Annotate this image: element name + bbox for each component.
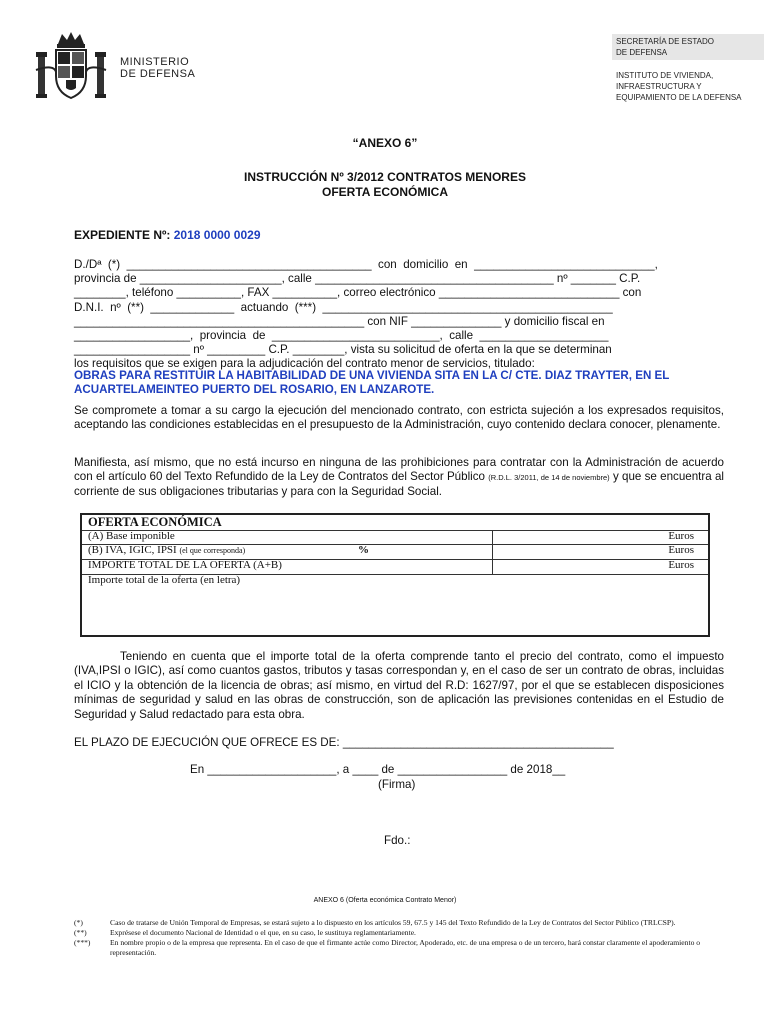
offer-table xyxy=(80,513,710,637)
fdo-label: Fdo.: xyxy=(384,834,411,847)
row-total-currency: Euros xyxy=(668,559,694,571)
instruction-line: INSTRUCCIÓN Nº 3/2012 CONTRATOS MENORES xyxy=(244,170,526,184)
offer-title-line: OFERTA ECONÓMICA xyxy=(322,185,448,199)
manifiesta-text-b: y que se encuentra al corriente de sus obligaciones tributarias y para con la Seguridad Social. xyxy=(74,470,724,499)
place-date-line: En ____________________, a ____ de _________________ de 2018__ xyxy=(190,763,566,776)
row-importe-letra xyxy=(82,574,708,635)
manifiesta-text-a: Manifiesta, así mismo, que no está incurso en ninguna de las prohibiciones para contratar con la Administración de acuerdo con el artículo 60 del Texto Refundido de la Ley de Contratos del Sector Público xyxy=(74,456,724,484)
expediente-label: EXPEDIENTE Nº: xyxy=(74,228,174,242)
annex-title: “ANEXO 6” xyxy=(352,136,418,150)
firma-label: (Firma) xyxy=(378,778,416,791)
manifiesta-small: (R.D.L. 3/2011, de 14 de noviembre) xyxy=(488,473,610,483)
footnote-mark: (**) xyxy=(74,928,87,937)
form-line-6: __________________, provincia de __________________________, calle ____________________ xyxy=(74,329,609,343)
secretaria-line2: DE DEFENSA xyxy=(616,48,668,57)
row-total-label: IMPORTE TOTAL DE LA OFERTA (A+B) xyxy=(88,559,282,571)
paragraph-teniendo xyxy=(74,650,724,722)
footnote-mark: (*) xyxy=(74,918,83,927)
row-a-currency: Euros xyxy=(668,530,694,542)
footer-title: ANEXO 6 (Oferta económica Contrato Menor) xyxy=(313,897,457,904)
footnotes xyxy=(74,918,714,958)
form-line-5: _____________________________________________ con NIF ______________ y domicilio fiscal en xyxy=(74,314,605,328)
footnote-text: Caso de tratarse de Unión Temporal de Empresas, se estará sujeto a lo dispuesto en los artículos 59, 67.5 y 145 del Texto Refundido de la Ley de Contratos del Sector Público (TRLCSP). xyxy=(110,918,676,927)
row-base-imponible xyxy=(82,530,708,545)
paragraph-manifiesta xyxy=(74,456,724,500)
form-line-1: D./Dª (*) ______________________________________ con domicilio en ____________________________, xyxy=(74,258,658,271)
declarant-form xyxy=(74,258,724,372)
table-divider xyxy=(492,530,493,574)
form-line-8: los requisitos que se exigen para la adjudicación del contrato menor de servicios, titulado: xyxy=(74,357,535,371)
footnote xyxy=(74,928,714,938)
plazo-line: EL PLAZO DE EJECUCIÓN QUE OFRECE ES DE: __________________________________________ xyxy=(74,736,614,749)
secretaria-line1: SECRETARÍA DE ESTADO xyxy=(616,37,714,46)
footnote xyxy=(74,918,714,928)
paragraph-compromete: Se compromete a tomar a su cargo la ejecución del mencionado contrato, con estricta sujeción a los expresados requisitos, aceptando las condiciones establecidas en el presupuesto de la Administración, cuyo contenido declara conocer, plenamente. xyxy=(74,404,724,432)
ministry-line1: MINISTERIO xyxy=(120,56,190,68)
row-b-currency: Euros xyxy=(668,544,694,556)
row-iva xyxy=(82,544,708,560)
instituto-line2: INFRAESTRUCTURA Y xyxy=(616,82,702,91)
instituto-block xyxy=(616,70,766,103)
offer-table-title: OFERTA ECONÓMICA xyxy=(88,515,222,529)
letter-label: Importe total de la oferta (en letra) xyxy=(88,574,241,586)
footnote xyxy=(74,938,714,958)
ministry-line2: DE DEFENSA xyxy=(120,68,196,80)
expediente-number: 2018 0000 0029 xyxy=(173,228,261,242)
row-b-label: (B) IVA, IGIC, IPSI xyxy=(88,544,177,556)
form-line-7: __________________ nº _________ C.P. ________, vista su solicitud de oferta en la que se determinan xyxy=(74,343,612,357)
teniendo-text: Teniendo en cuenta que el importe total de la oferta comprende tanto el precio del contrato, como el impuesto (IVA,IPSI o IGIC), así como cuantos gastos, tributos y tasas correspondan y, en el caso de ser un contrato de obras, incluidas el ICIO y la obtención de la licencia de obras; así mismo, en virtud del R.D: 1627/97, por el que se establecen disposiciones mínimas de seguridad y salud en las obras de construcción, son de aplicación las previsiones contenidas en el Estudio de Seguridad y Salud redactado para esta obra. xyxy=(74,650,724,721)
form-line-3: ________, teléfono __________, FAX __________, correo electrónico ____________________________ con xyxy=(74,286,642,300)
row-b-small: (el que corresponda) xyxy=(179,546,246,555)
expediente xyxy=(74,228,261,242)
footnote-mark: (***) xyxy=(74,938,91,947)
row-total xyxy=(82,559,708,575)
footnote-text: En nombre propio o de la empresa que representa. En el caso de que el firmante actúe como Director, Apoderado, etc. de una empresa o de un tercero, hará constar claramente el apoderamiento o representación. xyxy=(110,938,701,957)
coat-of-arms-logo xyxy=(34,30,108,106)
instruction-title xyxy=(0,170,770,200)
obras-title: OBRAS PARA RESTITUIR LA HABITABILIDAD DE UNA VIVIENDA SITA EN LA C/ CTE. DIAZ TRAYTER, EN EL ACUARTELAMEINTEO PUERTO DEL ROSARIO, EN LANZAROTE. xyxy=(74,369,670,397)
footnote-text: Exprésese el documento Nacional de Identidad o el que, en su caso, le sustituya reglamentariamente. xyxy=(110,928,416,937)
instituto-line1: INSTITUTO DE VIVIENDA, xyxy=(616,71,714,80)
form-line-4: D.N.I. nº (**) _____________ actuando (***) _____________________________________________ xyxy=(74,300,613,314)
secretaria-box xyxy=(612,34,764,60)
ministry-name xyxy=(120,56,195,80)
form-line-2: provincia de ______________________, calle _____________________________________ nº _______ C.P. xyxy=(74,272,641,286)
row-b-percent: % xyxy=(358,544,369,556)
offer-table-header xyxy=(82,515,708,531)
row-a-label: (A) Base imponible xyxy=(88,530,175,542)
instituto-line3: EQUIPAMIENTO DE LA DEFENSA xyxy=(616,93,742,102)
